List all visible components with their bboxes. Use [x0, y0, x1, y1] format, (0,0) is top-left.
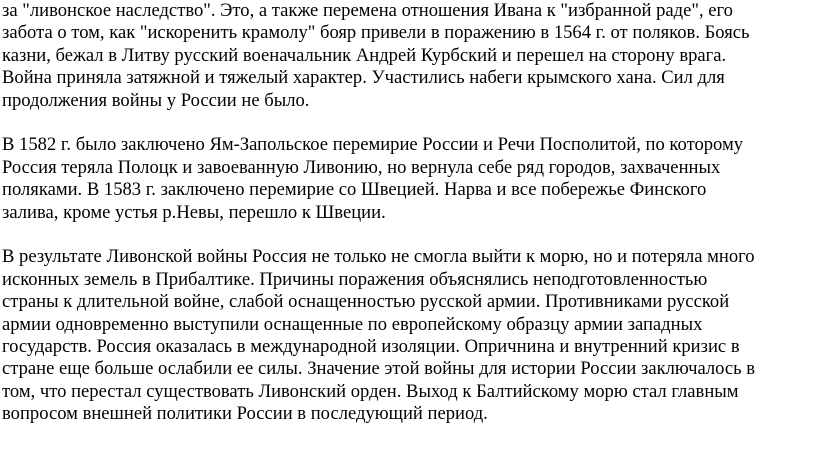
text-line: продолжения войны у России не было.: [2, 89, 310, 111]
text-line: В результате Ливонской войны Россия не только не смогла выйти к морю, но и потеряла много: [2, 246, 755, 268]
text-line: поляками. В 1583 г. заключено перемирие со Швецией. Нарва и все побережье Финского: [2, 179, 707, 201]
text-line: армии одновременно выступили оснащенные по европейскому образцу армии западных: [2, 313, 703, 335]
text-line: исконных земель в Прибалтике. Причины поражения объяснялись неподготовленностью: [2, 268, 708, 290]
text-line: Война приняла затяжной и тяжелый характер. Участились набеги крымского хана. Сил для: [2, 67, 725, 89]
paragraph-spacer: [2, 112, 810, 134]
text-line: стране еще больше ослабили ее силы. Значение этой войны для истории России заключалось в: [2, 358, 756, 380]
text-line: страны к длительной войне, слабой оснащенностью русской армии. Противниками русской: [2, 291, 730, 313]
paragraph-1: [2, 0, 810, 112]
paragraph-spacer: [2, 224, 810, 246]
text-line: вопросом внешней политики России в последующий период.: [2, 403, 488, 425]
text-line: за "ливонское наследство". Это, а также перемена отношения Ивана к "избранной раде", его: [2, 0, 733, 21]
text-line: государств. Россия оказалась в международной изоляции. Опричнина и внутренний кризис в: [2, 336, 740, 358]
text-line: Россия теряла Полоцк и завоеванную Ливонию, но вернула себе ряд городов, захваченных: [2, 156, 721, 178]
text-line: забота о том, как "искоренить крамолу" бояр привели в поражению в 1564 г. от поляков. Боясь: [2, 22, 750, 44]
text-line: залива, кроме устья р.Невы, перешло к Швеции.: [2, 201, 386, 223]
text-line: казни, бежал в Литву русский военачальник Андрей Курбский и перешел на сторону врага.: [2, 44, 727, 66]
paragraph-3: [2, 246, 810, 425]
paragraph-2: [2, 134, 810, 224]
text-line: В 1582 г. было заключено Ям-Запольское перемирие России и Речи Посполитой, по которому: [2, 134, 744, 156]
text-line: том, что перестал существовать Ливонский орден. Выход к Балтийскому морю стал главным: [2, 380, 739, 402]
